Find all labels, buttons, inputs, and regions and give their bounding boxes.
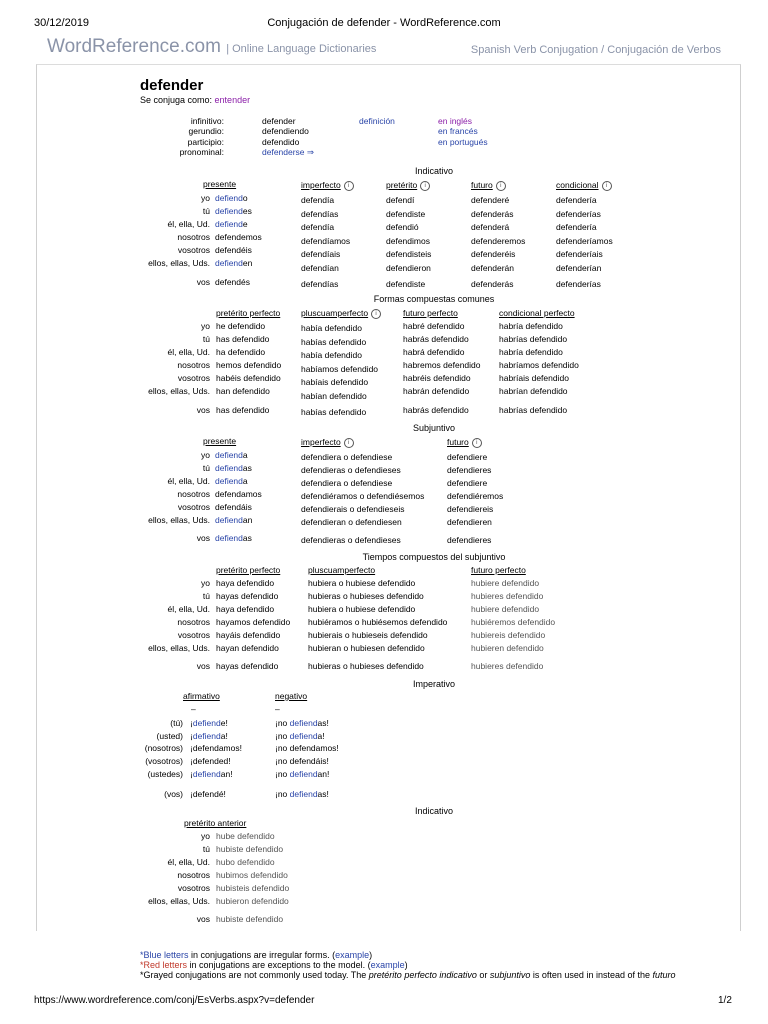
person-label: vosotros bbox=[177, 630, 210, 640]
verb-form bbox=[190, 769, 233, 779]
verb-form: habríamos defendido bbox=[499, 360, 579, 370]
info-icon[interactable]: i bbox=[371, 309, 381, 319]
note-exceptions bbox=[140, 960, 408, 970]
stem: defiend bbox=[289, 718, 318, 728]
tense-header: imperfecto i bbox=[301, 437, 354, 448]
info-value: defender bbox=[262, 116, 296, 126]
verb-form: hayáis defendido bbox=[216, 630, 281, 640]
ending: an! bbox=[317, 769, 330, 779]
verb-form: defendimos bbox=[386, 235, 430, 246]
verb-form: defendí bbox=[386, 195, 415, 205]
verb-form: defendíamos bbox=[301, 235, 351, 246]
verb-form: hubiste defendido bbox=[216, 844, 284, 854]
prefix: ¡no bbox=[275, 718, 290, 728]
text-part: in conjugations are exceptions to the model. ( bbox=[187, 960, 371, 970]
verb-form: habrá defendido bbox=[403, 347, 465, 357]
dash: – bbox=[275, 704, 280, 714]
ending: an! bbox=[220, 769, 233, 779]
definition-link[interactable]: definición bbox=[359, 116, 395, 126]
stem: defiend bbox=[192, 769, 221, 779]
person-label: (vosotros) bbox=[145, 756, 183, 766]
person-label: yo bbox=[201, 193, 210, 203]
person-label: vos bbox=[196, 914, 210, 924]
verb-form: defendió bbox=[386, 222, 419, 232]
verb-form bbox=[215, 206, 252, 216]
verb-form: hemos defendido bbox=[216, 360, 282, 370]
stem: defiend bbox=[215, 450, 243, 460]
person-label: ellos, ellas, Uds. bbox=[148, 643, 210, 653]
verb-form: defenderías bbox=[556, 279, 601, 289]
person-label: ellos, ellas, Uds. bbox=[148, 386, 210, 396]
text-part: subjuntivo bbox=[489, 970, 531, 980]
verb-form: defendisteis bbox=[386, 249, 432, 259]
verb-form: defendía bbox=[301, 195, 335, 205]
verb-form: hubieres defendido bbox=[471, 661, 544, 671]
verb-form: habré defendido bbox=[403, 321, 465, 331]
tense-header: presente bbox=[203, 436, 237, 446]
verb-form: habrías defendido bbox=[499, 405, 568, 415]
prefix: ¡no bbox=[275, 769, 290, 779]
lang-link[interactable]: en portugués bbox=[438, 137, 488, 147]
page-url: https://www.wordreference.com/conj/EsVerbs.aspx?v=defender bbox=[34, 995, 315, 1006]
verb-form: has defendido bbox=[216, 405, 270, 415]
verb-form: han defendido bbox=[216, 386, 270, 396]
verb-form: defendiste bbox=[386, 279, 426, 289]
stem: defendés bbox=[215, 277, 250, 287]
verb-form: defendíais bbox=[301, 249, 341, 259]
dash: – bbox=[191, 704, 196, 714]
verb-form bbox=[215, 277, 250, 287]
verb-form: hubiera o hubiese defendido bbox=[308, 604, 416, 614]
info-icon[interactable]: i bbox=[472, 438, 482, 448]
section-title: Imperativo bbox=[412, 679, 456, 689]
verb-form bbox=[275, 743, 339, 753]
verb-form: defenderás bbox=[471, 208, 514, 219]
verb-form bbox=[275, 769, 329, 779]
verb-form: hubiéramos o hubiésemos defendido bbox=[308, 617, 448, 627]
person-label: vosotros bbox=[177, 502, 210, 512]
note-grayed bbox=[140, 970, 676, 980]
stem: defendéis bbox=[215, 245, 252, 255]
verb-form bbox=[215, 515, 252, 525]
stem: defiend bbox=[192, 731, 221, 741]
verb-form bbox=[190, 718, 228, 728]
stem: defendemos bbox=[215, 232, 262, 242]
ending: a bbox=[242, 476, 248, 486]
info-value[interactable]: defenderse ⇒ bbox=[262, 147, 315, 157]
person-label: nosotros bbox=[177, 232, 210, 242]
ending: es bbox=[242, 206, 252, 216]
verb-form: defendiéremos bbox=[447, 491, 504, 501]
verb-form: hubiereis defendido bbox=[471, 630, 546, 640]
stem: defiend bbox=[289, 769, 318, 779]
verb-form: defendería bbox=[556, 195, 597, 205]
logo-text: WordReference bbox=[47, 36, 180, 57]
ending: as! bbox=[317, 789, 329, 799]
verb-form: hube defendido bbox=[216, 831, 275, 841]
verb-form: hubieras o hubieses defendido bbox=[308, 661, 424, 671]
verb-form: hubieres defendido bbox=[471, 591, 544, 601]
site-nav-title[interactable]: Spanish Verb Conjugation / Conjugación de Verbos bbox=[470, 44, 721, 56]
verb-form: habían defendido bbox=[301, 390, 367, 401]
verb-form: haya defendido bbox=[216, 578, 275, 588]
tense-header: imperfecto i bbox=[301, 180, 354, 191]
info-icon[interactable]: i bbox=[344, 438, 354, 448]
info-icon[interactable]: i bbox=[420, 181, 430, 191]
stem: defiend bbox=[192, 718, 221, 728]
prefix: ¡ bbox=[190, 731, 193, 741]
verb-form: hubieren defendido bbox=[471, 643, 544, 653]
verb-form: habéis defendido bbox=[216, 373, 281, 383]
verb-form: defenderíamos bbox=[556, 235, 613, 246]
person-label: vos bbox=[196, 405, 210, 415]
ending: a! bbox=[220, 731, 228, 741]
tense-header: pretérito anterior bbox=[184, 818, 247, 828]
stem: defiend bbox=[289, 731, 318, 741]
person-label: ellos, ellas, Uds. bbox=[148, 515, 210, 525]
info-label: infinitivo: bbox=[190, 116, 224, 126]
prefix: ¡no bbox=[275, 731, 290, 741]
verb-form: defenderíais bbox=[556, 249, 603, 259]
stem: defiend bbox=[215, 463, 243, 473]
person-label: nosotros bbox=[177, 360, 210, 370]
prefix: ¡no bbox=[275, 789, 290, 799]
verb-form: habría defendido bbox=[499, 347, 563, 357]
ending: an bbox=[242, 515, 253, 525]
verb-form: hayamos defendido bbox=[216, 617, 291, 627]
text-part: ) bbox=[369, 950, 373, 960]
verb-form: habías defendido bbox=[301, 407, 367, 417]
verb-form: defendieras o defendieses bbox=[301, 535, 401, 545]
prefix: ¡ bbox=[190, 718, 193, 728]
verb-form bbox=[215, 476, 248, 486]
print-title: Conjugación de defender - WordReference.com bbox=[267, 17, 501, 29]
tense-header: futuro perfecto bbox=[403, 308, 458, 318]
example-link[interactable]: example bbox=[335, 950, 370, 960]
person-label: vosotros bbox=[177, 373, 210, 383]
stem: defiend bbox=[215, 219, 243, 229]
verb-form: habría defendido bbox=[499, 321, 563, 331]
verb-form: había defendido bbox=[301, 350, 362, 360]
person-label: yo bbox=[201, 450, 210, 460]
verb-form: habrías defendido bbox=[499, 334, 568, 344]
verb-form: defenderás bbox=[471, 279, 514, 289]
imperative-header: negativo bbox=[275, 691, 308, 701]
person-label: él, ella, Ud. bbox=[167, 604, 210, 614]
tense-header: futuro perfecto bbox=[471, 565, 526, 575]
person-label: tú bbox=[202, 591, 210, 601]
person-label: ellos, ellas, Uds. bbox=[148, 258, 210, 268]
person-label: él, ella, Ud. bbox=[167, 857, 210, 867]
info-value: defendiendo bbox=[262, 126, 309, 136]
text-part: futuro bbox=[652, 970, 676, 980]
verb-form: defendieren bbox=[447, 517, 492, 527]
verb-form: hubiere defendido bbox=[471, 578, 540, 588]
verb-form: defendieras o defendieses bbox=[301, 465, 401, 475]
tense-header: condicional i bbox=[556, 180, 612, 191]
verb-form bbox=[190, 731, 228, 741]
lang-link[interactable]: en inglés bbox=[438, 116, 473, 126]
info-value: defendido bbox=[262, 137, 300, 147]
imperative-header: afirmativo bbox=[183, 691, 220, 701]
verb-form bbox=[215, 219, 248, 229]
verb-form: defenderán bbox=[471, 262, 515, 273]
person-label: yo bbox=[201, 831, 210, 841]
verb-form: defenderían bbox=[556, 262, 602, 273]
person-label: (tú) bbox=[170, 718, 183, 728]
verb-form: defendiere bbox=[447, 452, 488, 462]
verb-form: hubiéremos defendido bbox=[471, 617, 556, 627]
stem: defiend bbox=[215, 193, 243, 203]
section-title: Subjuntivo bbox=[412, 423, 456, 433]
verb-form: habrán defendido bbox=[403, 386, 470, 396]
verb-form: defendiereis bbox=[447, 504, 494, 514]
verb-form: defendería bbox=[556, 222, 597, 232]
stem: defendáis bbox=[215, 502, 252, 512]
person-label: (ustedes) bbox=[147, 769, 183, 779]
verb-form: defendían bbox=[301, 262, 339, 273]
verb-form: hubisteis defendido bbox=[216, 883, 290, 893]
verb-form: habréis defendido bbox=[403, 373, 471, 383]
verb-form: hayas defendido bbox=[216, 661, 279, 671]
prefix: ¡defendé! bbox=[190, 789, 226, 799]
verb-form bbox=[215, 232, 262, 242]
person-label: él, ella, Ud. bbox=[167, 347, 210, 357]
text-part: *Grayed conjugations are not commonly used today. The bbox=[140, 970, 369, 980]
verb-form bbox=[215, 245, 252, 255]
verb-form: hubieron defendido bbox=[216, 896, 289, 906]
ending: en bbox=[242, 258, 253, 268]
section-title: Tiempos compuestos del subjuntivo bbox=[362, 552, 506, 562]
ending: e bbox=[242, 219, 248, 229]
person-label: tú bbox=[202, 334, 210, 344]
verb-form: defenderé bbox=[471, 195, 510, 205]
ending: a bbox=[242, 450, 248, 460]
tense-header: pretérito perfecto bbox=[216, 308, 281, 318]
verb-form: he defendido bbox=[216, 321, 266, 331]
verb-form: haya defendido bbox=[216, 604, 275, 614]
text-part: in conjugations are irregular forms. ( bbox=[188, 950, 336, 960]
person-label: (nosotros) bbox=[144, 743, 183, 753]
verb-form: defendías bbox=[301, 208, 339, 219]
person-label: ellos, ellas, Uds. bbox=[148, 896, 210, 906]
lang-link[interactable]: en francés bbox=[438, 126, 478, 136]
person-label: yo bbox=[201, 321, 210, 331]
tense-header: pluscuamperfecto bbox=[308, 565, 376, 575]
verb-form: defendiera o defendiese bbox=[301, 478, 393, 488]
verb-form: defenderá bbox=[471, 222, 510, 232]
person-label: tú bbox=[202, 844, 210, 854]
verb-form: habrían defendido bbox=[499, 386, 568, 396]
verb-form: defenderéis bbox=[471, 249, 516, 259]
person-label: tú bbox=[202, 206, 210, 216]
tense-header: pluscuamperfecto i bbox=[301, 308, 381, 319]
tense-header: pretérito perfecto bbox=[216, 565, 281, 575]
text-part: ) bbox=[404, 960, 408, 970]
verb-form bbox=[215, 258, 252, 268]
page-number: 1/2 bbox=[718, 995, 732, 1006]
stem: defiend bbox=[215, 533, 243, 543]
person-label: vos bbox=[196, 661, 210, 671]
verb-form: hubiera o hubiese defendido bbox=[308, 578, 416, 588]
prefix: ¡ bbox=[190, 769, 193, 779]
stem: defiend bbox=[215, 515, 243, 525]
conj-label: Se conjuga como: bbox=[140, 95, 215, 105]
info-icon[interactable]: i bbox=[344, 181, 354, 191]
verb-form: hayan defendido bbox=[216, 643, 279, 653]
verb-form: habríais defendido bbox=[499, 373, 569, 383]
verb-form: hubimos defendido bbox=[216, 870, 288, 880]
ending: o bbox=[242, 193, 248, 203]
verb-form: defenderías bbox=[556, 208, 601, 219]
note-irregular bbox=[140, 950, 372, 960]
person-label: él, ella, Ud. bbox=[167, 219, 210, 229]
verb-form: habremos defendido bbox=[403, 360, 481, 370]
person-label: él, ella, Ud. bbox=[167, 476, 210, 486]
stem: defiend bbox=[215, 258, 243, 268]
conj-model bbox=[140, 95, 250, 105]
tense-header: futuro i bbox=[471, 180, 506, 191]
site-tagline: | Online Language Dictionaries bbox=[226, 43, 377, 55]
person-label: (vos) bbox=[164, 789, 183, 799]
section-title: Indicativo bbox=[414, 166, 454, 176]
tense-header: pretérito i bbox=[386, 180, 430, 191]
prefix: ¡no defendamos! bbox=[275, 743, 339, 753]
verb-form: hubo defendido bbox=[216, 857, 275, 867]
info-label: gerundio: bbox=[188, 126, 224, 136]
info-label: participio: bbox=[187, 137, 224, 147]
verb-form: defendiste bbox=[386, 208, 426, 219]
verb-form: hubiere defendido bbox=[471, 604, 540, 614]
verb-form bbox=[215, 450, 248, 460]
person-label: nosotros bbox=[177, 489, 210, 499]
verb-form: había defendido bbox=[301, 323, 362, 333]
info-icon[interactable]: i bbox=[602, 181, 612, 191]
person-label: nosotros bbox=[177, 617, 210, 627]
verb-title: defender bbox=[140, 77, 204, 94]
verb-form: ha defendido bbox=[216, 347, 266, 357]
text-part: or bbox=[476, 970, 490, 980]
verb-form: hayas defendido bbox=[216, 591, 279, 601]
tense-header: futuro i bbox=[447, 437, 482, 448]
verb-form bbox=[190, 789, 226, 799]
verb-form: defendieres bbox=[447, 465, 492, 475]
stem: defiend bbox=[215, 206, 243, 216]
ending: a! bbox=[317, 731, 325, 741]
verb-form bbox=[190, 756, 231, 766]
person-label: vos bbox=[196, 277, 210, 287]
person-label: nosotros bbox=[177, 870, 210, 880]
person-label: (usted) bbox=[156, 731, 183, 741]
verb-form: defendierais o defendieseis bbox=[301, 504, 405, 514]
info-label: pronominal: bbox=[179, 147, 224, 157]
verb-form: habíais defendido bbox=[301, 377, 369, 387]
stem: defendamos bbox=[215, 489, 262, 499]
person-label: vosotros bbox=[177, 245, 210, 255]
verb-form: hubierais o hubieseis defendido bbox=[308, 630, 428, 640]
verb-form: habrás defendido bbox=[403, 405, 469, 415]
verb-form bbox=[275, 789, 329, 799]
person-label: tú bbox=[202, 463, 210, 473]
verb-form: defendieron bbox=[386, 262, 431, 273]
ending: as! bbox=[317, 718, 329, 728]
stem: defiend bbox=[215, 476, 243, 486]
note-highlight: *Blue letters bbox=[140, 950, 189, 960]
verb-form bbox=[215, 533, 252, 543]
person-label: yo bbox=[201, 578, 210, 588]
section-title: Formas compuestas comunes bbox=[373, 294, 495, 304]
tense-header: presente bbox=[203, 179, 237, 189]
verb-form: has defendido bbox=[216, 334, 270, 344]
text-part: pretérito perfecto indicativo bbox=[368, 970, 477, 980]
verb-form: defendía bbox=[301, 222, 335, 232]
tense-header: condicional perfecto bbox=[499, 308, 575, 318]
conj-model-link[interactable]: entender bbox=[214, 95, 251, 105]
verb-form: defendías bbox=[301, 279, 339, 289]
verb-form bbox=[275, 718, 329, 728]
person-label: vos bbox=[196, 533, 210, 543]
print-date: 30/12/2019 bbox=[34, 17, 90, 29]
site-logo[interactable] bbox=[47, 36, 376, 58]
person-label: vosotros bbox=[177, 883, 210, 893]
verb-form: defendiera o defendiese bbox=[301, 452, 393, 462]
example-link[interactable]: example bbox=[370, 960, 405, 970]
verb-form: habrás defendido bbox=[403, 334, 469, 344]
verb-form: hubiste defendido bbox=[216, 914, 284, 924]
verb-form: defendiere bbox=[447, 478, 488, 488]
verb-form: habíamos defendido bbox=[301, 363, 379, 374]
verb-form: hubieran o hubiesen defendido bbox=[308, 643, 425, 653]
prefix: ¡defended! bbox=[190, 756, 231, 766]
stem: defiend bbox=[289, 789, 318, 799]
verb-form: hubieras o hubieses defendido bbox=[308, 591, 424, 601]
ending: as bbox=[242, 463, 252, 473]
verb-form bbox=[215, 463, 252, 473]
info-icon[interactable]: i bbox=[496, 181, 506, 191]
verb-form: defendieres bbox=[447, 535, 492, 545]
verb-form bbox=[215, 193, 248, 203]
verb-form: defendieran o defendiesen bbox=[301, 517, 402, 527]
note-highlight: *Red letters bbox=[140, 960, 188, 970]
ending: as bbox=[242, 533, 252, 543]
verb-form: defenderemos bbox=[471, 235, 526, 246]
verb-form bbox=[190, 743, 242, 753]
prefix: ¡no defendáis! bbox=[275, 756, 329, 766]
prefix: ¡defendamos! bbox=[190, 743, 242, 753]
ending: e! bbox=[220, 718, 228, 728]
logo-com: .com bbox=[179, 36, 221, 57]
text-part: is often used in instead of the bbox=[530, 970, 653, 980]
verb-form: defendiéramos o defendiésemos bbox=[301, 491, 425, 501]
verb-form bbox=[215, 489, 262, 499]
verb-form bbox=[275, 756, 329, 766]
verb-form: habías defendido bbox=[301, 336, 367, 347]
verb-form bbox=[275, 731, 325, 741]
section-title: Indicativo bbox=[414, 806, 454, 816]
verb-form bbox=[215, 502, 252, 512]
